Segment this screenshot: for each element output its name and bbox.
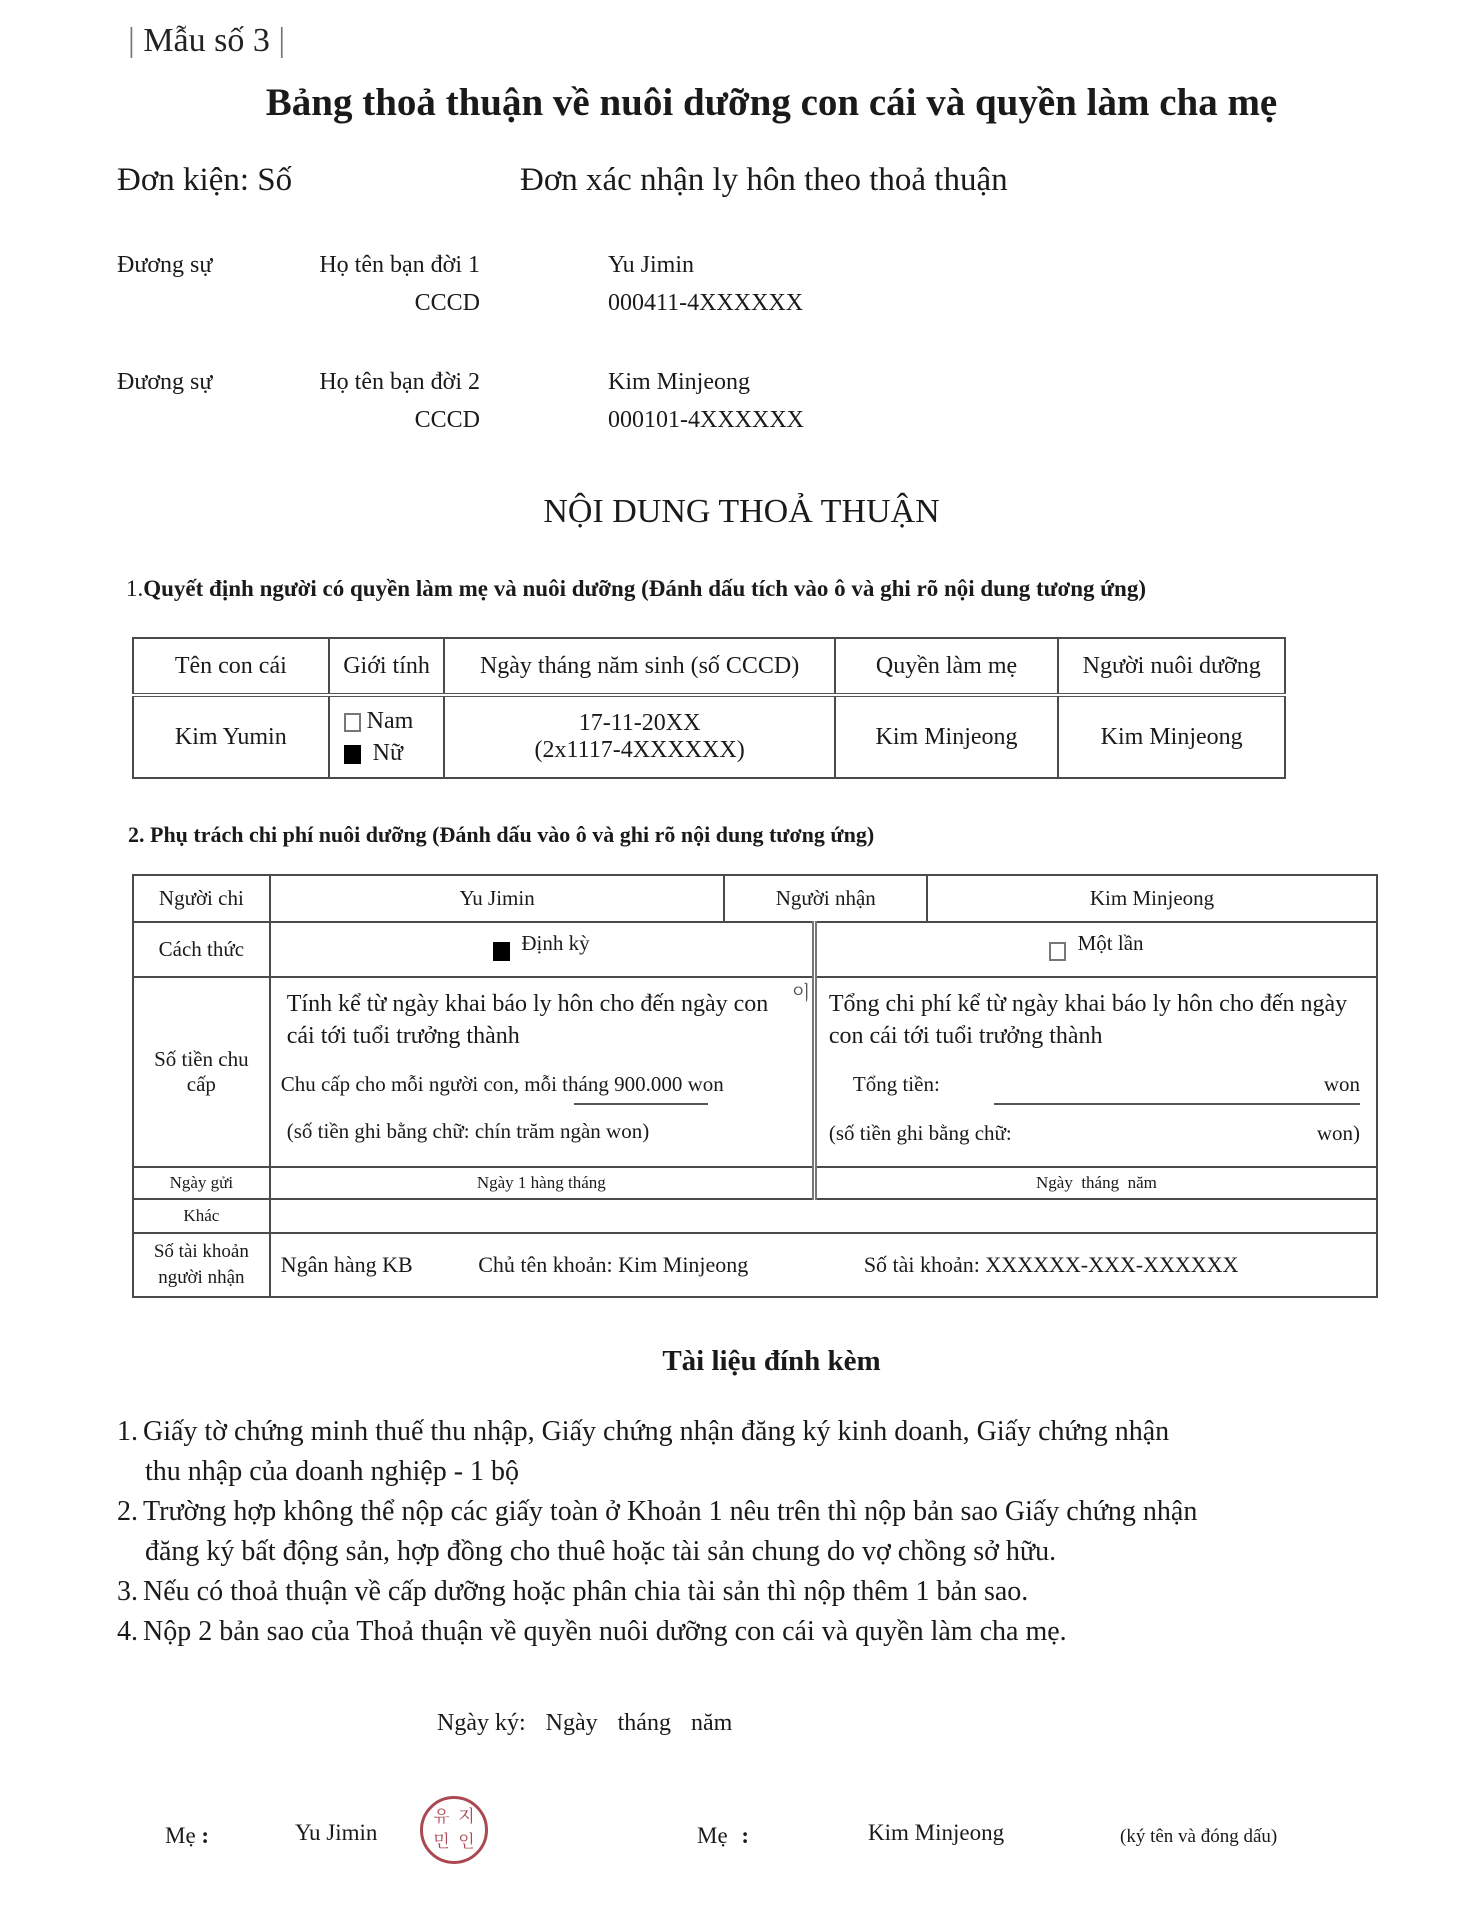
signing-day[interactable]: Ngày (545, 1710, 598, 1736)
method-label: Cách thức (133, 922, 270, 977)
lump-sum-description: Tổng chi phí kể từ ngày khai báo ly hôn cho đến ngày con cái tới tuổi trưởng thành (828, 991, 1348, 1049)
periodic-amount: Chu cấp cho mỗi người con, mỗi tháng 900.000 won (280, 1072, 724, 1096)
party-1-id: 000411-4XXXXXX (608, 290, 804, 316)
method-lump-sum[interactable]: Một lần (814, 922, 1377, 977)
checkbox-female[interactable] (344, 745, 361, 764)
signer-1-name: Yu Jimin (295, 1820, 378, 1845)
account-row (133, 1233, 1377, 1297)
item2-heading: 2. Phụ trách chi phí nuôi dưỡng (Đánh dấu vào ô và ghi rõ nội dung tương ứng) (128, 822, 875, 847)
party-1-label: Đương sự (117, 252, 213, 278)
lump-sum-amount-cell (814, 977, 1377, 1167)
party-2-name: Kim Minjeong (608, 369, 750, 395)
checkbox-lump-sum[interactable] (1049, 942, 1066, 961)
support-table (132, 874, 1378, 1298)
payer-label: Người chi (133, 875, 270, 922)
payer-name: Yu Jimin (270, 875, 725, 922)
gender-option-male[interactable]: Nam (344, 705, 444, 737)
attachments-title: Tài liệu đính kèm (662, 1345, 881, 1377)
total-words-field[interactable]: (số tiền ghi bằng chữ: won) (828, 1121, 1360, 1145)
payee-name: Kim Minjeong (927, 875, 1377, 922)
birth-date-cell (444, 695, 834, 778)
checkbox-periodic[interactable] (493, 942, 510, 961)
periodic-description: Tính kể từ ngày khai báo ly hôn cho đến ngày con cái tới tuổi trưởng thành (286, 991, 769, 1049)
party-1-id-label: CCCD (414, 290, 480, 316)
account-label: Số tài khoản người nhận (133, 1233, 270, 1297)
party-1-name-label: Họ tên bạn đời 1 (319, 252, 480, 278)
method-periodic[interactable]: Định kỳ (270, 922, 815, 977)
form-number-text: Mẫu số 3 (143, 22, 270, 59)
account-number: Số tài khoản: XXXXXX-XXX-XXXXXX (863, 1252, 1239, 1277)
signing-month[interactable]: tháng (617, 1710, 671, 1736)
attachment-item-1: 1. Giấy tờ chứng minh thuế thu nhập, Giấy chứng nhận đăng ký kinh doanh, Giấy chứng nhận thu nhập của doanh nghiệp - 1 bộ (117, 1416, 1170, 1487)
party-1-name: Yu Jimin (608, 252, 695, 278)
method-row (133, 922, 1377, 977)
col-parental-rights: Quyền làm mẹ (835, 638, 1059, 695)
col-child-name: Tên con cái (133, 638, 329, 695)
other-row (133, 1199, 1377, 1233)
periodic-amount-words: (số tiền ghi bằng chữ: chín trăm ngàn won) (286, 1119, 650, 1143)
child-id: (2x1117-4XXXXXX) (534, 737, 745, 763)
payer-row (133, 875, 1377, 922)
korean-marker-glyph: 이 (792, 982, 811, 1004)
send-date-lump-sum: Ngày tháng năm (814, 1167, 1377, 1199)
send-date-label: Ngày gửi (133, 1167, 270, 1199)
gender-option-female[interactable]: Nữ (344, 737, 444, 769)
attachment-item-2: 2. Trường hợp không thể nộp các giấy toàn ở Khoản 1 nêu trên thì nộp bản sao Giấy chứng nhận đăng ký bất động sản, hợp đồng cho thuê hoặc tài sản chung do vợ chồng sở hữu. (117, 1496, 1198, 1567)
col-custodian: Người nuôi dưỡng (1058, 638, 1285, 695)
checkbox-male[interactable] (344, 713, 361, 732)
parental-rights-holder: Kim Minjeong (835, 695, 1059, 778)
gender-cell (329, 695, 445, 778)
total-underline (994, 1103, 1360, 1105)
attachment-item-4: 4. Nộp 2 bản sao của Thoả thuận về quyền nuôi dưỡng con cái và quyền làm cha mẹ. (117, 1616, 1067, 1647)
amount-underline (574, 1103, 708, 1105)
send-date-periodic: Ngày 1 hàng tháng (270, 1167, 815, 1199)
bank-name: Ngân hàng KB (280, 1252, 413, 1277)
party-2-name-label: Họ tên bạn đời 2 (319, 369, 480, 395)
other-value[interactable] (270, 1199, 1377, 1233)
item1-heading: 1.Quyết định người có quyền làm mẹ và nuôi dưỡng (Đánh dấu tích vào ô và ghi rõ nội dung tương ứng) (126, 576, 1147, 601)
attachment-item-3: 3. Nếu có thoả thuận về cấp dưỡng hoặc phân chia tài sản thì nộp thêm 1 bản sao. (117, 1576, 1029, 1607)
form-number: | Mẫu số 3 | (128, 22, 286, 59)
signing-date: Ngày ký: Ngày tháng năm (437, 1710, 733, 1736)
col-gender: Giới tính (329, 638, 445, 695)
seal-stamp: 유 지 민 인 (420, 1796, 488, 1864)
custodian-name: Kim Minjeong (1058, 695, 1285, 778)
document-title: Bảng thoả thuận về nuôi dưỡng con cái và quyền làm cha mẹ (265, 81, 1278, 124)
account-holder: Chủ tên khoản: Kim Minjeong (478, 1252, 749, 1277)
table-row (133, 695, 1285, 778)
child-name: Kim Yumin (133, 695, 329, 778)
total-amount-field[interactable]: Tổng tiền: won (852, 1072, 1360, 1096)
amount-label: Số tiền chu cấp (133, 977, 270, 1167)
account-details (270, 1233, 1377, 1297)
periodic-amount-cell (270, 977, 815, 1167)
custody-table (132, 637, 1286, 779)
child-birth-date: 17-11-20XX (578, 710, 701, 736)
case-number-label: Đơn kiện: Số (117, 162, 293, 198)
sign-and-seal-note: (ký tên và đóng dấu) (1120, 1826, 1278, 1847)
amount-row (133, 977, 1377, 1167)
signing-year[interactable]: năm (690, 1710, 733, 1736)
other-label: Khác (133, 1199, 270, 1233)
party-2-id: 000101-4XXXXXX (608, 407, 804, 433)
send-date-row (133, 1167, 1377, 1199)
custody-table-header (133, 638, 1285, 695)
party-2-label: Đương sự (117, 369, 213, 395)
signer-2-name: Kim Minjeong (868, 1820, 1005, 1845)
col-birth-date: Ngày tháng năm sinh (số CCCD) (444, 638, 834, 695)
party-2-id-label: CCCD (414, 407, 480, 433)
case-type: Đơn xác nhận ly hôn theo thoả thuận (520, 162, 1008, 198)
signer-2-role: Mẹ : (697, 1823, 750, 1848)
signer-1-role: Mẹ : (165, 1823, 210, 1848)
agreement-section-title: NỘI DUNG THOẢ THUẬN (543, 493, 940, 530)
payee-label: Người nhận (724, 875, 927, 922)
